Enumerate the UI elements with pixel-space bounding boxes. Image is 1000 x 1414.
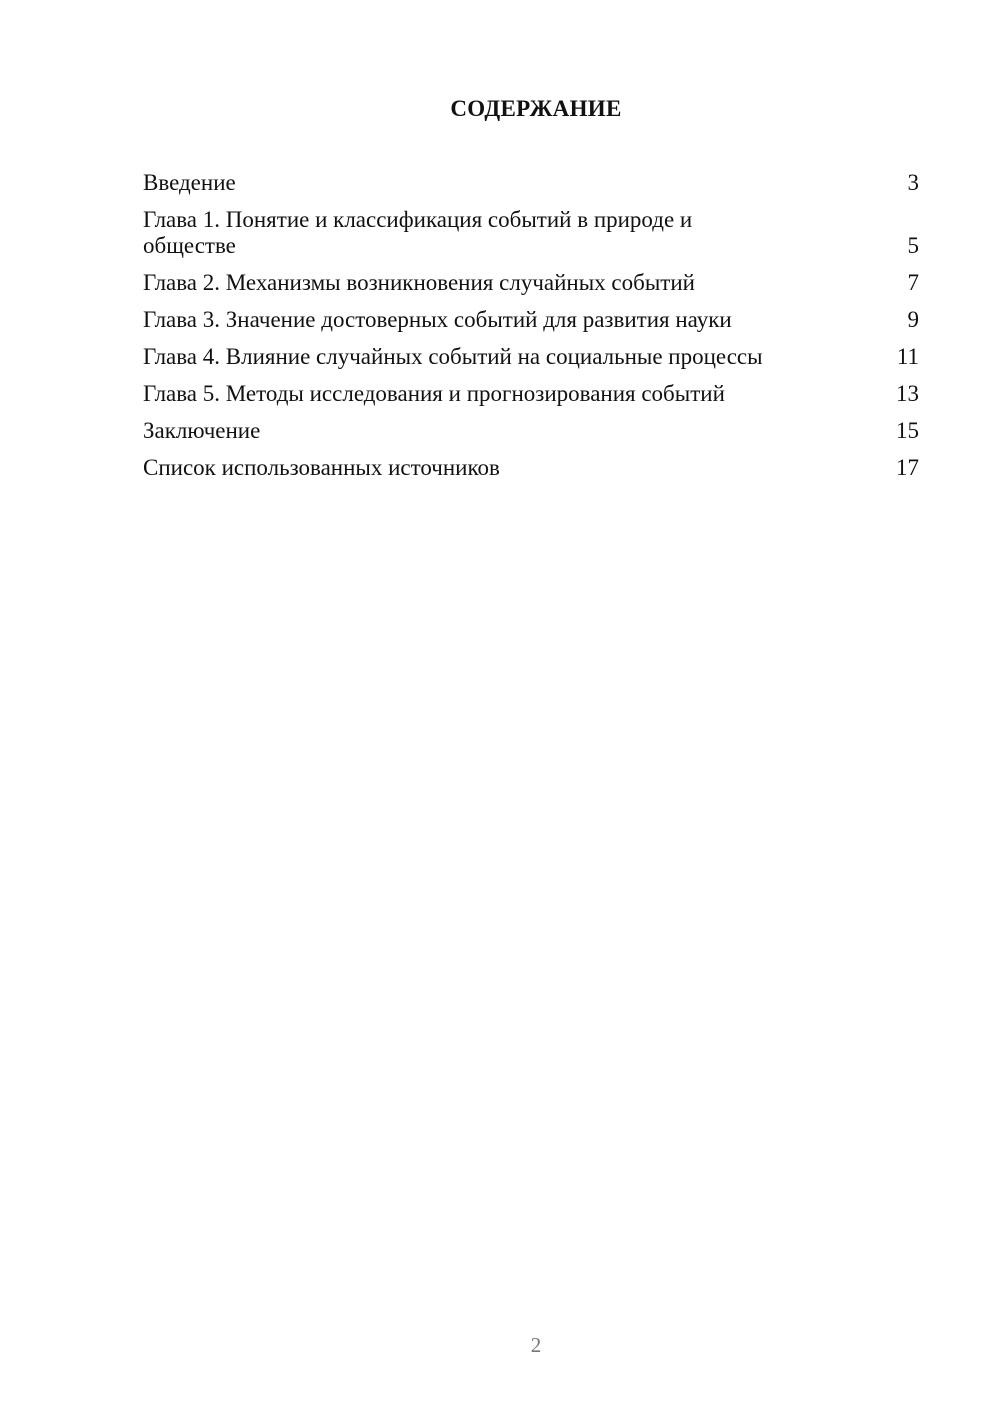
toc-entry-text: Введение xyxy=(143,170,236,195)
page-title: СОДЕРЖАНИЕ xyxy=(450,96,622,121)
toc-entry-chapter-5 xyxy=(143,381,919,407)
toc-entry-chapter-1 xyxy=(143,207,919,259)
toc-entry-conclusion xyxy=(143,418,919,444)
toc-entry-references xyxy=(143,455,919,481)
toc-entry-page: 9 xyxy=(907,307,919,332)
toc-entry-text: Глава 5. Методы исследования и прогнозирования событий xyxy=(143,381,725,406)
toc-entry-page: 3 xyxy=(907,170,919,195)
toc-entry-chapter-3 xyxy=(143,307,919,333)
toc-entry-text: Заключение xyxy=(143,418,261,443)
toc-entry-page: 11 xyxy=(896,344,919,369)
toc-entry-introduction xyxy=(143,170,919,196)
toc-entry-text: Глава 2. Механизмы возникновения случайных событий xyxy=(143,270,695,295)
toc-entry-chapter-2 xyxy=(143,270,919,296)
toc-entry-page: 7 xyxy=(907,270,919,295)
toc-entry-page: 15 xyxy=(896,418,919,443)
toc-entry-text: Глава 4. Влияние случайных событий на социальные процессы xyxy=(143,344,763,369)
toc-entry-page: 5 xyxy=(907,233,919,258)
toc-entry-chapter-4 xyxy=(143,344,919,370)
page-number: 2 xyxy=(530,1333,542,1357)
table-of-contents xyxy=(143,170,919,492)
toc-entry-page: 17 xyxy=(896,455,919,480)
toc-entry-text: Глава 1. Понятие и классификация событий в природе и обществе xyxy=(143,207,693,258)
toc-entry-text: Список использованных источников xyxy=(143,455,500,480)
toc-entry-text: Глава 3. Значение достоверных событий для развития науки xyxy=(143,307,732,332)
toc-entry-page: 13 xyxy=(896,381,919,406)
